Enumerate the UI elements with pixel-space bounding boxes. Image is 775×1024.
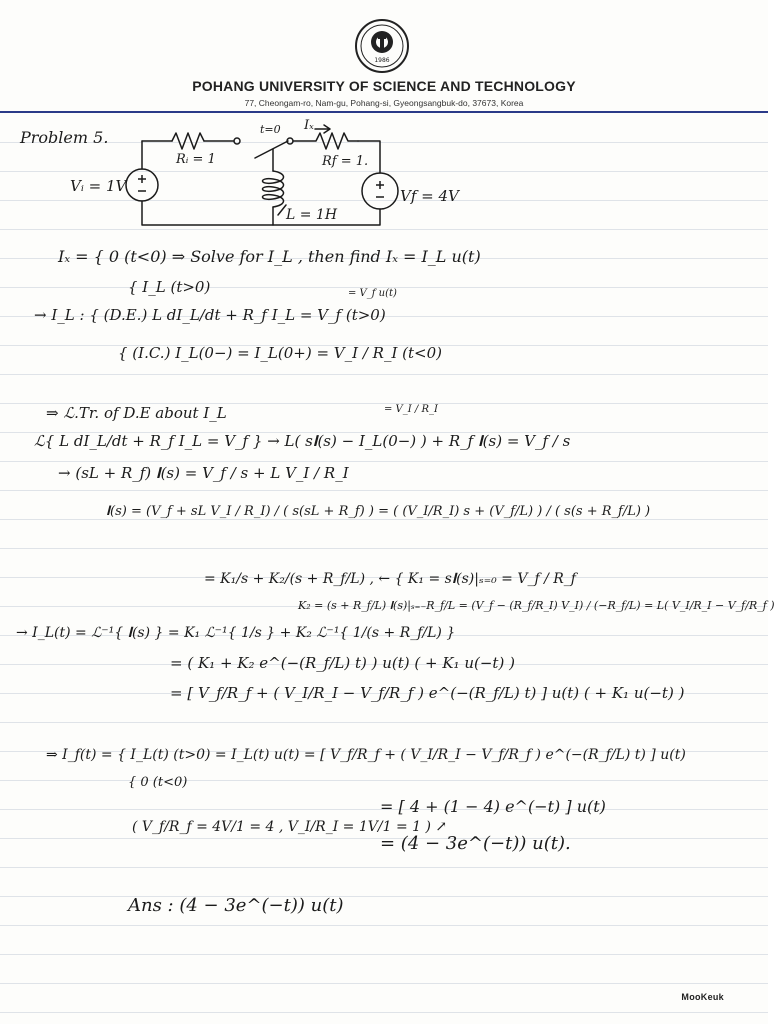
final-simplified-line: = (4 − 3e^(−t)) u(t).: [380, 833, 571, 854]
university-address: 77, Cheongam-ro, Nam-gu, Pohang-si, Gyeongsangbuk-do, 37673, Korea: [244, 98, 524, 108]
il-substituted-line: = [ V_f/R_f + ( V_I/R_I − V_f/R_f ) e^(−(R_f/L) t) ] u(t) ( + K₁ u(−t) ): [170, 684, 685, 702]
differential-equation-line: → I_L : { (D.E.) L dI_L/dt + R_f I_L = V_f (t>0): [34, 306, 386, 324]
circuit-diagram: [20, 115, 480, 240]
problem-label: Problem 5.: [20, 128, 109, 147]
ri-label: Rᵢ = 1: [176, 152, 216, 167]
university-seal-logo: [354, 18, 410, 74]
seal-year-text: 1986: [374, 57, 390, 64]
vf-source-icon: [362, 173, 398, 209]
i-of-s-expression-line: 𝐈(s) = (V_f + sL V_I / R_I) / ( s(sL + R_f) ) = ( (V_I/R_I) s + (V_f/L) ) / ( s(s + R_f/L) ): [106, 504, 651, 519]
vi-source-icon: [126, 169, 158, 201]
rf-label: Rf = 1.: [322, 154, 369, 169]
answer-line: Ans : (4 − 3e^(−t)) u(t): [128, 895, 344, 916]
inverse-laplace-line: → I_L(t) = ℒ⁻¹{ 𝐈(s) } = K₁ ℒ⁻¹{ 1/s } + K₂ ℒ⁻¹{ 1/(s + R_f/L) }: [16, 625, 456, 641]
ix-label: Iₓ: [304, 118, 314, 133]
partial-fraction-line: = K₁/s + K₂/(s + R_f/L) , ← { K₁ = s𝐈(s)|ₛ₌₀ = V_f / R_f: [204, 571, 576, 587]
s-domain-equation-line: → (sL + R_f) 𝐈(s) = V_f / s + L V_I / R_I: [58, 464, 349, 482]
switch-label: t=0: [260, 123, 281, 136]
university-name: POHANG UNIVERSITY OF SCIENCE AND TECHNOLOGY: [192, 78, 576, 94]
k2-residue-line: K₂ = (s + R_f/L) 𝐈(s)|ₛ₌₋R_f/L = (V_f − (R_f/R_I) V_I) / (−R_f/L) = L( V_I/R_I − V_f/R_f ): [298, 599, 775, 612]
vf-label: Vf = 4V: [400, 187, 459, 205]
numeric-values-line: ( V_f/R_f = 4V/1 = 4 , V_I/R_I = 1V/1 = 1 ) ↗: [132, 819, 448, 835]
inductor-label: L = 1H: [286, 207, 338, 223]
laplace-equation-line: ℒ{ L dI_L/dt + R_f I_L = V_f } → L( s𝐈(s) − I_L(0−) ) + R_f 𝐈(s) = V_f / s: [34, 432, 571, 450]
if-result-line: ⇒ I_f(t) = { I_L(t) (t>0) = I_L(t) u(t) = [ V_f/R_f + ( V_I/R_I − V_f/R_f ) e^(−(R_f/L) t) ] u(t): [46, 747, 686, 763]
ix-definition-line: Iₓ = { 0 (t<0) ⇒ Solve for I_L , then find Iₓ = I_L u(t): [58, 247, 481, 266]
numeric-substitution-line: = [ 4 + (1 − 4) e^(−t) ] u(t): [380, 797, 606, 816]
footer-brand: MooKeuk: [681, 992, 724, 1002]
vf-step-note: = V_f u(t): [348, 288, 397, 299]
initial-value-note: = V_I / R_I: [384, 404, 438, 415]
laplace-transform-heading: ⇒ ℒ.Tr. of D.E about I_L: [46, 404, 227, 422]
initial-condition-line: { (I.C.) I_L(0−) = I_L(0+) = V_I / R_I (t<0): [118, 344, 442, 362]
header-rule: [0, 111, 768, 113]
if-result-case-line: { 0 (t<0): [128, 775, 188, 790]
ix-definition-case-line: { I_L (t>0): [128, 278, 211, 296]
vi-label: Vᵢ = 1V: [70, 177, 127, 195]
il-time-domain-line: = ( K₁ + K₂ e^(−(R_f/L) t) ) u(t) ( + K₁ u(−t) ): [170, 654, 515, 672]
letterhead: [0, 0, 768, 112]
